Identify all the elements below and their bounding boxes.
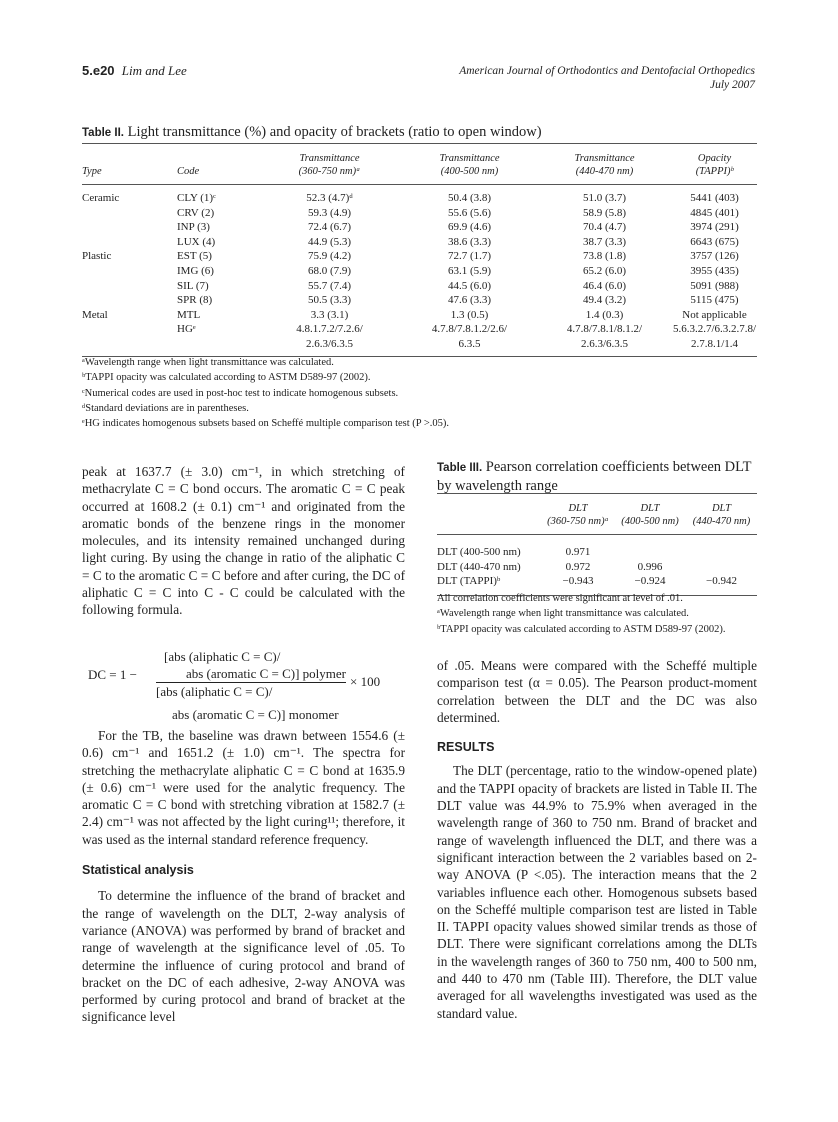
table-footnote: ᵈStandard deviations are in parentheses. <box>82 402 249 414</box>
table-cell: SIL (7) <box>177 279 209 292</box>
table-cell: 2.6.3/6.3.5 <box>580 337 629 350</box>
column-header-line2: Type <box>82 166 102 177</box>
table-cell: 0.971 <box>565 546 591 558</box>
table-row <box>82 249 757 264</box>
table-cell: SPR (8) <box>177 294 213 307</box>
table-cell: 73.8 (1.8) <box>582 250 627 263</box>
column-header-line2: (360-750 nm)ᵃ <box>298 166 361 177</box>
table-cell: 3757 (126) <box>690 250 739 263</box>
table-cell: 0.996 <box>637 560 663 573</box>
column-header-line2: (440-470 nm) <box>692 516 751 527</box>
table3-footnotes <box>437 591 759 637</box>
formula-lhs: DC = 1 − <box>88 667 137 682</box>
column-header-line1: Transmittance <box>574 153 635 164</box>
body-paragraph: peak at 1637.7 (± 3.0) cm⁻¹, in which stretching of methacrylate C = C bond occurs. The aromatic C = C peak occurred at 1608.2 (± 0.1) cm⁻¹ and originated from the aromatic bonds of the benzene rings in the monomer molecules, and its intensity remained unchanged during light curing. By using the change in ratio of the aliphatic C = C to the aromatic C = C before and after curing, the DC of aliphatic C = C into C - C could be calculated with the following formula. <box>82 464 405 618</box>
table-cell: 46.4 (6.0) <box>582 279 627 292</box>
table-cell: 38.6 (3.3) <box>447 235 492 248</box>
column-header <box>686 494 757 535</box>
authors: Lim and Lee <box>121 63 187 78</box>
column-header-line1: DLT <box>640 503 660 514</box>
table-cell: 5.6.3.2.7/6.3.2.7.8/ <box>672 323 757 336</box>
formula-numerator-1: [abs (aliphatic C = C)/ <box>164 649 281 664</box>
table-cell: 49.4 (3.2) <box>582 294 627 307</box>
table-cell: 68.0 (7.9) <box>307 264 352 277</box>
table-cell <box>82 220 177 235</box>
table-row <box>437 560 757 575</box>
body-paragraph: of .05. Means were compared with the Scheffé multiple comparison test (α = 0.05). The Pearson product-moment correlation between the DLT and the DC was also determined. <box>437 658 757 725</box>
column-header-line1: DLT <box>568 503 588 514</box>
section-heading-results: RESULTS <box>437 740 495 755</box>
table-cell <box>82 235 177 250</box>
table-cell: 69.9 (4.6) <box>447 221 492 234</box>
left-column-continued <box>82 727 405 1026</box>
formula-denominator-2: abs (aromatic C = C)] monomer <box>172 707 339 722</box>
table-cell: DLT (440-470 nm) <box>437 560 521 573</box>
table-cell: 50.5 (3.3) <box>307 294 352 307</box>
table-cell: INP (3) <box>177 221 210 234</box>
column-header <box>402 144 537 185</box>
table-cell: 44.9 (5.3) <box>307 235 352 248</box>
table-cell: 50.4 (3.8) <box>447 192 492 204</box>
column-header-line1: Opacity <box>697 153 732 164</box>
table-cell: 72.7 (1.7) <box>447 250 492 263</box>
table-cell <box>686 560 757 575</box>
section-heading: Statistical analysis <box>82 863 194 878</box>
column-header <box>82 144 177 185</box>
column-header <box>672 144 757 185</box>
table3 <box>437 493 757 596</box>
table-cell: 6643 (675) <box>690 235 739 248</box>
table-cell: 47.6 (3.3) <box>447 294 492 307</box>
table-cell: 72.4 (6.7) <box>307 221 352 234</box>
right-column <box>437 657 757 1022</box>
table-cell: 6.3.5 <box>458 337 481 350</box>
table2 <box>82 143 757 357</box>
column-header-line2: (440-470 nm) <box>575 166 634 177</box>
formula-denominator-1: [abs (aliphatic C = C)/ <box>156 684 273 699</box>
table-cell: 5091 (988) <box>690 279 739 292</box>
table2-caption <box>82 124 542 141</box>
table-footnote: ᶜNumerical codes are used in post-hoc test to indicate homogenous subsets. <box>82 387 399 399</box>
table-cell: CRV (2) <box>177 206 215 219</box>
table-cell: 59.3 (4.9) <box>307 206 352 219</box>
column-header-line1: Transmittance <box>439 153 500 164</box>
table-row <box>82 337 757 356</box>
table-cell: 3974 (291) <box>690 221 739 234</box>
column-header-line2: (360-750 nm)ᵃ <box>547 516 609 527</box>
table-cell: Metal <box>82 308 108 321</box>
table-cell: 5115 (475) <box>690 294 739 307</box>
table-row <box>82 220 757 235</box>
body-paragraph: To determine the influence of the brand of bracket and the range of wavelength on the DLT, 2-way analysis of variance (ANOVA) was performed by brand of bracket and range of wavelength at the significance level of .05. To determine the influence of curing protocol and brand of bracket on the DC of each adhesive, 2-way ANOVA was performed by curing protocol and brand of bracket at the significance level <box>82 888 405 1025</box>
column-header-line2: (TAPPI)ᵇ <box>695 166 734 177</box>
table-cell: 4.7.8/7.8.1.2/2.6/ <box>431 323 508 336</box>
table-cell <box>82 293 177 308</box>
left-column <box>82 463 405 619</box>
running-header-left <box>82 63 187 79</box>
table3-label: Table III. <box>437 462 483 474</box>
column-header <box>542 494 614 535</box>
column-header <box>437 494 542 535</box>
table-footnote: ᵇTAPPI opacity was calculated according to ASTM D589-97 (2002). <box>82 372 371 384</box>
table-cell: 3955 (435) <box>690 264 739 277</box>
table-cell: IMG (6) <box>177 264 214 277</box>
table-cell: EST (5) <box>177 250 212 263</box>
table-cell: CLY (1)ᶜ <box>177 192 216 204</box>
table-cell: 1.4 (0.3) <box>585 308 624 321</box>
table-cell: 38.7 (3.3) <box>582 235 627 248</box>
table-row <box>82 308 757 323</box>
body-paragraph: The DLT (percentage, ratio to the window-opened plate) and the TAPPI opacity of brackets are listed in Table II. The DLT value was 44.9% to 75.9% when averaged in the wavelength range of 360 to 750 nm. Brand of bracket and range of wavelength influenced the DLT, and there was a significant interaction between the 2 variables based on 2-way ANOVA (P <.05). The interaction means that the 2 variables influence each other. Homogenous subsets based on the Scheffé multiple comparison test are listed in Table II. TAPPI opacity values showed similar trends as those of DLT. There were significant correlations among the DLTs in the wavelength ranges of 360 to 750 nm, 400 to 500 nm, and 440 to 470 nm (Table III). Therefore, the DLT value averaged for all wavelengths investigated was used as the standard value. <box>437 763 757 1021</box>
formula-numerator-2: abs (aromatic C = C)] polymer <box>156 665 346 683</box>
table-cell: MTL <box>177 308 201 321</box>
table-cell <box>82 279 177 294</box>
table-cell <box>686 535 757 560</box>
table-cell: 4845 (401) <box>690 206 739 219</box>
table2-title: Light transmittance (%) and opacity of brackets (ratio to open window) <box>127 124 542 140</box>
column-header-line2: Code <box>177 166 200 177</box>
table-cell: 3.3 (3.1) <box>310 308 349 321</box>
table-row <box>82 279 757 294</box>
table-row <box>82 206 757 221</box>
table-cell: −0.942 <box>706 575 737 587</box>
table3-caption <box>437 458 759 495</box>
table-cell: 1.3 (0.5) <box>450 308 489 321</box>
table-cell <box>82 322 177 337</box>
table-cell: 65.2 (6.0) <box>582 264 627 277</box>
table-cell <box>177 337 257 356</box>
table-cell: 58.9 (5.8) <box>582 206 627 219</box>
table-footnote: ᵉHG indicates homogenous subsets based on Scheffé multiple comparison test (P >.05). <box>82 418 450 430</box>
table-cell <box>82 206 177 221</box>
table-row <box>437 535 757 560</box>
table-cell: Not applicable <box>682 308 747 321</box>
page-number: 5.e20 <box>82 63 115 78</box>
journal-name: American Journal of Orthodontics and Dentofacial Orthopedics <box>459 65 755 77</box>
table-cell: −0.943 <box>562 575 594 587</box>
table-cell: 75.9 (4.2) <box>307 250 352 263</box>
table-row <box>82 185 757 206</box>
table-cell: 70.4 (4.7) <box>582 221 627 234</box>
column-header <box>537 144 672 185</box>
issue-date: July 2007 <box>709 79 755 91</box>
table-cell: HGᵉ <box>177 323 196 336</box>
table-footnote: ᵃWavelength range when light transmittance was calculated. <box>82 357 334 368</box>
table-cell: 52.3 (4.7)ᵈ <box>306 192 353 204</box>
column-header <box>257 144 402 185</box>
table-cell: DLT (TAPPI)ᵇ <box>437 575 501 587</box>
table-row <box>82 293 757 308</box>
table-footnote: All correlation coefficients were significant at level of .01. <box>437 593 683 604</box>
table-row <box>82 322 757 337</box>
table-cell: DLT (400-500 nm) <box>437 546 521 558</box>
table-row <box>82 264 757 279</box>
table-cell: 4.8.1.7.2/7.2.6/ <box>296 323 363 336</box>
table-cell: 0.972 <box>565 560 591 573</box>
table-cell <box>82 337 177 356</box>
table-cell: 4.7.8/7.8.1/8.1.2/ <box>566 323 643 336</box>
formula-times: × 100 <box>350 674 381 689</box>
table2-footnotes <box>82 355 449 431</box>
table-footnote: ᵃWavelength range when light transmittance was calculated. <box>437 608 689 620</box>
table-cell: 2.7.8.1/1.4 <box>690 337 739 350</box>
running-header-right <box>459 64 755 92</box>
table-cell: −0.924 <box>634 575 666 587</box>
table-cell: 5441 (403) <box>690 192 739 204</box>
table-cell <box>614 535 686 560</box>
table2-label: Table II. <box>82 127 124 139</box>
column-header-line2: (400-500 nm) <box>621 516 679 527</box>
body-paragraph: For the TB, the baseline was drawn between 1554.6 (± 0.6) cm⁻¹ and 1651.2 (± 1.0) cm⁻¹. The spectra for stretching the methacrylate aliphatic C = C bond at 1635.9 (± 0.6) cm⁻¹ were used for the analytic frequency. The aromatic C = C bond with stretching vibration at 1582.7 (± 2.4) cm⁻¹ was not affected by the light curing¹¹; therefore, it was used as the internal standard reference frequency. <box>82 728 405 847</box>
table-cell: 2.6.3/6.3.5 <box>305 337 354 350</box>
column-header-line2: (400-500 nm) <box>440 166 499 177</box>
table3-title: Pearson correlation coefficients between DLT by wavelength range <box>437 459 752 494</box>
table-cell: 44.5 (6.0) <box>447 279 492 292</box>
table-cell: LUX (4) <box>177 235 216 248</box>
column-header-line1: DLT <box>711 503 732 514</box>
table-row <box>82 235 757 250</box>
table-cell: Ceramic <box>82 192 120 204</box>
column-header-line1: Transmittance <box>299 153 360 164</box>
table-cell: 51.0 (3.7) <box>582 192 627 204</box>
table-cell <box>82 264 177 279</box>
column-header <box>177 144 257 185</box>
table-cell: Plastic <box>82 250 112 263</box>
table-footnote: ᵇTAPPI opacity was calculated according to ASTM D589-97 (2002). <box>437 623 726 635</box>
column-header <box>614 494 686 535</box>
table-cell: 55.6 (5.6) <box>447 206 492 219</box>
table-cell: 55.7 (7.4) <box>307 279 352 292</box>
table-cell: 63.1 (5.9) <box>447 264 492 277</box>
